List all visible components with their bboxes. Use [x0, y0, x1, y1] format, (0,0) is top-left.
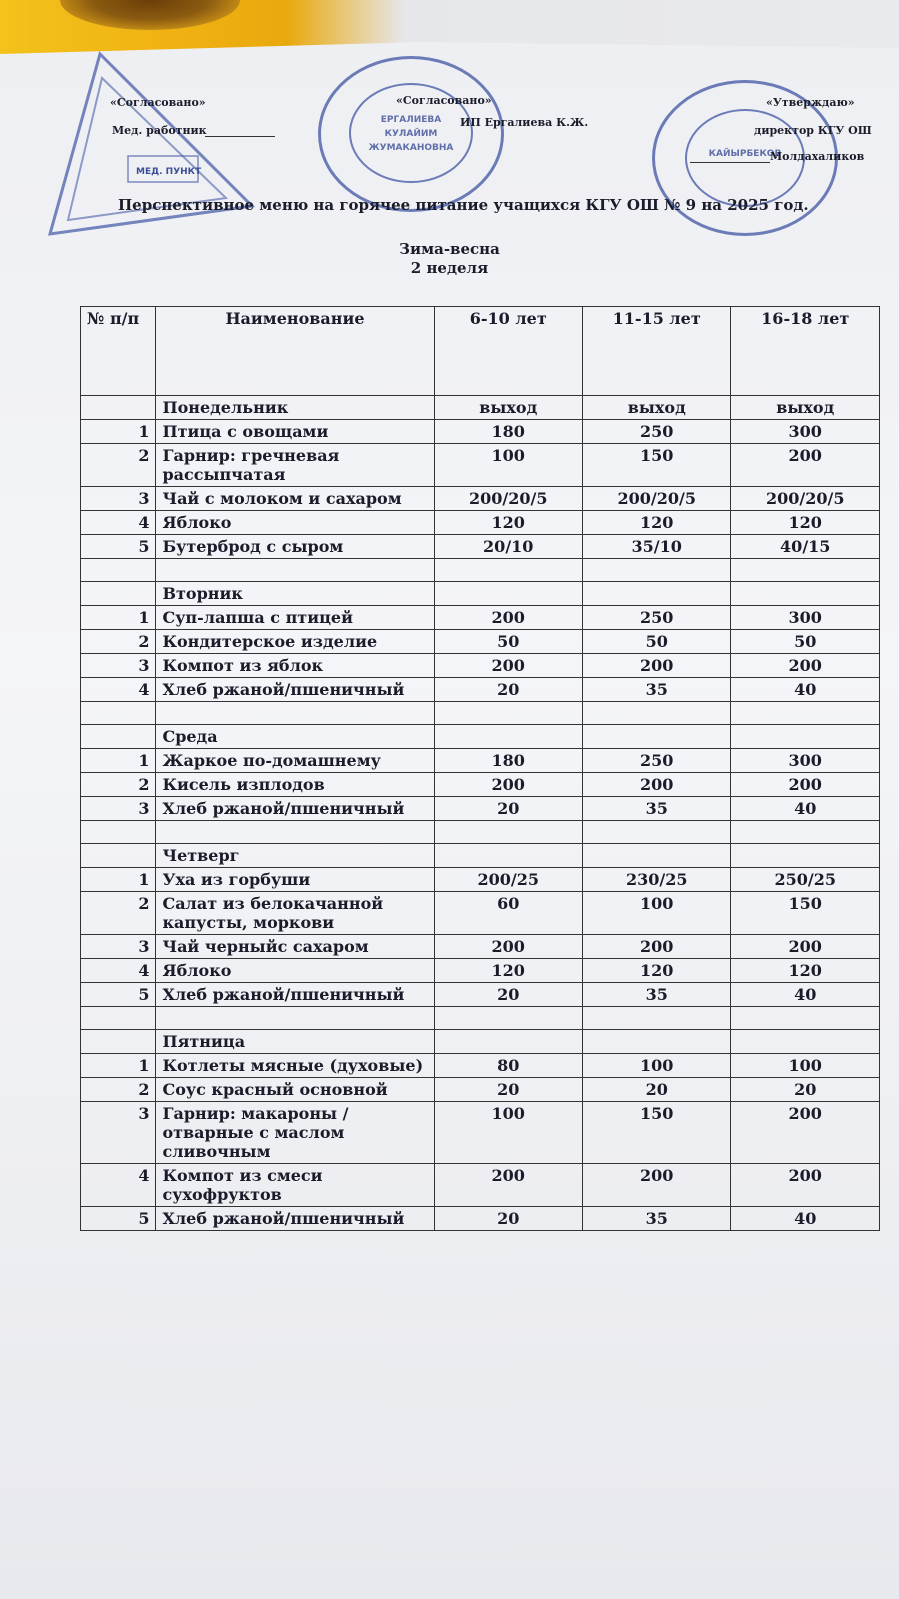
portion-value: 60	[434, 892, 582, 935]
blank-row	[81, 821, 880, 844]
table-row	[81, 487, 880, 511]
table-row	[81, 1054, 880, 1078]
dish-name: Чай черныйс сахаром	[156, 935, 434, 959]
row-number: 3	[81, 487, 156, 511]
portion-value: 120	[582, 959, 730, 983]
portion-value: 40	[731, 678, 880, 702]
row-number: 1	[81, 868, 156, 892]
dish-name: Соус красный основной	[156, 1078, 434, 1102]
portion-value: 200	[731, 935, 880, 959]
approval-right-label: «Утверждаю»	[766, 96, 855, 109]
header-age-16-18: 16-18 лет	[731, 307, 880, 396]
menu-table	[80, 306, 880, 1231]
table-row	[81, 749, 880, 773]
portion-value: 200	[731, 1102, 880, 1164]
portion-value: 40	[731, 983, 880, 1007]
dish-name: Чай с молоком и сахаром	[156, 487, 434, 511]
table-row	[81, 678, 880, 702]
day-name: Пятница	[156, 1030, 434, 1054]
row-number: 1	[81, 749, 156, 773]
portion-value: 230/25	[582, 868, 730, 892]
dish-name: Гарнир: гречневая рассыпчатая	[156, 444, 434, 487]
table-row	[81, 892, 880, 935]
table-row	[81, 1164, 880, 1207]
portion-value: 20	[731, 1078, 880, 1102]
header-age-11-15: 11-15 лет	[582, 307, 730, 396]
portion-value: 20	[434, 983, 582, 1007]
portion-value: 200/20/5	[582, 487, 730, 511]
approval-left-role: Мед. работник	[112, 124, 207, 137]
row-number: 1	[81, 606, 156, 630]
dish-name: Гарнир: макароны /отварные с маслом сливочным	[156, 1102, 434, 1164]
day-row	[81, 396, 880, 420]
stamp-center-line1: ЕРГАЛИЕВА	[380, 115, 442, 125]
portion-value: 200	[582, 1164, 730, 1207]
portion-value: 200	[434, 606, 582, 630]
portion-value: 100	[582, 1054, 730, 1078]
portion-value: 35	[582, 983, 730, 1007]
table-row	[81, 1207, 880, 1231]
dish-name: Птица с овощами	[156, 420, 434, 444]
header-num: № п/п	[81, 307, 156, 396]
portion-value: 300	[731, 420, 880, 444]
table-row	[81, 511, 880, 535]
row-number: 4	[81, 959, 156, 983]
day-name: Среда	[156, 725, 434, 749]
table-row	[81, 797, 880, 821]
portion-value: 80	[434, 1054, 582, 1078]
triangle-stamp-text: МЕД. ПУНКТ	[136, 167, 202, 177]
table-row	[81, 983, 880, 1007]
portion-value: 180	[434, 749, 582, 773]
dish-name: Котлеты мясные (духовые)	[156, 1054, 434, 1078]
out-label: выход	[434, 396, 582, 420]
dish-name: Жаркое по-домашнему	[156, 749, 434, 773]
table-row	[81, 1078, 880, 1102]
row-number: 3	[81, 1102, 156, 1164]
portion-value: 50	[731, 630, 880, 654]
row-number: 4	[81, 511, 156, 535]
document-title: Перспективное меню на горячее питание учащихся КГУ ОШ № 9 на 2025 год.	[118, 196, 809, 214]
row-number: 3	[81, 935, 156, 959]
portion-value: 35	[582, 1207, 730, 1231]
portion-value: 20/10	[434, 535, 582, 559]
portion-value: 200/20/5	[434, 487, 582, 511]
portion-value: 20	[582, 1078, 730, 1102]
dish-name: Салат из белокачанной капусты, моркови	[156, 892, 434, 935]
table-row	[81, 1102, 880, 1164]
portion-value: 150	[582, 444, 730, 487]
portion-value: 200	[731, 1164, 880, 1207]
row-number: 2	[81, 1078, 156, 1102]
portion-value: 250/25	[731, 868, 880, 892]
header-age-6-10: 6-10 лет	[434, 307, 582, 396]
day-row	[81, 844, 880, 868]
table-row	[81, 535, 880, 559]
portion-value: 250	[582, 420, 730, 444]
stamp-right-text: КАЙЫРБЕКОВ	[708, 149, 782, 159]
table-header-row	[81, 307, 880, 396]
dish-name: Хлеб ржаной/пшеничный	[156, 678, 434, 702]
row-number: 2	[81, 630, 156, 654]
dish-name: Суп-лапша с птицей	[156, 606, 434, 630]
dish-name: Кондитерское изделие	[156, 630, 434, 654]
dish-name: Хлеб ржаной/пшеничный	[156, 1207, 434, 1231]
portion-value: 100	[434, 444, 582, 487]
approval-center-label: «Согласовано»	[396, 94, 492, 107]
portion-value: 20	[434, 678, 582, 702]
out-label: выход	[582, 396, 730, 420]
approval-left-label: «Согласовано»	[110, 96, 206, 109]
table-row	[81, 630, 880, 654]
portion-value: 300	[731, 606, 880, 630]
blank-row	[81, 1007, 880, 1030]
dish-name: Компот из яблок	[156, 654, 434, 678]
header-name: Наименование	[156, 307, 434, 396]
row-number: 3	[81, 797, 156, 821]
portion-value: 100	[731, 1054, 880, 1078]
day-name: Понедельник	[156, 396, 434, 420]
row-number: 2	[81, 444, 156, 487]
dish-name: Хлеб ржаной/пшеничный	[156, 797, 434, 821]
day-name: Четверг	[156, 844, 434, 868]
stamp-center-line2: КУЛАЙИМ	[384, 129, 438, 139]
approval-right-role: директор КГУ ОШ	[754, 124, 872, 137]
season-label: Зима-весна	[399, 240, 500, 258]
row-number: 4	[81, 678, 156, 702]
portion-value: 150	[582, 1102, 730, 1164]
table-row	[81, 444, 880, 487]
table-row	[81, 420, 880, 444]
portion-value: 20	[434, 797, 582, 821]
row-number: 5	[81, 983, 156, 1007]
portion-value: 100	[434, 1102, 582, 1164]
dish-name: Яблоко	[156, 511, 434, 535]
portion-value: 50	[434, 630, 582, 654]
portion-value: 35	[582, 678, 730, 702]
flower-center	[60, 0, 240, 30]
center-round-stamp	[318, 56, 504, 212]
approval-center-person: ИП Ергалиева К.Ж.	[460, 116, 589, 129]
table-row	[81, 606, 880, 630]
signature-line-right	[690, 162, 770, 163]
day-row	[81, 725, 880, 749]
row-number: 5	[81, 1207, 156, 1231]
blank-row	[81, 702, 880, 725]
approval-right-person: Молдахаликов	[770, 150, 865, 163]
portion-value: 250	[582, 749, 730, 773]
portion-value: 20	[434, 1207, 582, 1231]
row-number: 1	[81, 420, 156, 444]
row-number: 1	[81, 1054, 156, 1078]
portion-value: 40	[731, 1207, 880, 1231]
table-row	[81, 935, 880, 959]
portion-value: 40	[731, 797, 880, 821]
portion-value: 120	[731, 959, 880, 983]
portion-value: 120	[582, 511, 730, 535]
portion-value: 200	[434, 935, 582, 959]
row-number: 5	[81, 535, 156, 559]
stamp-center-line3: ЖУМАКАНОВНА	[368, 143, 454, 153]
table-row	[81, 959, 880, 983]
table-row	[81, 773, 880, 797]
portion-value: 120	[434, 959, 582, 983]
portion-value: 200	[434, 1164, 582, 1207]
portion-value: 300	[731, 749, 880, 773]
dish-name: Хлеб ржаной/пшеничный	[156, 983, 434, 1007]
portion-value: 120	[434, 511, 582, 535]
day-row	[81, 1030, 880, 1054]
portion-value: 180	[434, 420, 582, 444]
dish-name: Бутерброд с сыром	[156, 535, 434, 559]
portion-value: 35	[582, 797, 730, 821]
portion-value: 200	[434, 773, 582, 797]
row-number: 4	[81, 1164, 156, 1207]
portion-value: 200	[582, 773, 730, 797]
portion-value: 200/25	[434, 868, 582, 892]
row-number: 2	[81, 892, 156, 935]
dish-name: Яблоко	[156, 959, 434, 983]
out-label: выход	[731, 396, 880, 420]
portion-value: 120	[731, 511, 880, 535]
row-number: 2	[81, 773, 156, 797]
portion-value: 200	[582, 654, 730, 678]
portion-value: 250	[582, 606, 730, 630]
day-name: Вторник	[156, 582, 434, 606]
portion-value: 150	[731, 892, 880, 935]
blank-row	[81, 559, 880, 582]
dish-name: Кисель изплодов	[156, 773, 434, 797]
portion-value: 35/10	[582, 535, 730, 559]
table-row	[81, 654, 880, 678]
dish-name: Компот из смеси сухофруктов	[156, 1164, 434, 1207]
row-number: 3	[81, 654, 156, 678]
portion-value: 100	[582, 892, 730, 935]
portion-value: 200	[731, 444, 880, 487]
portion-value: 200	[731, 654, 880, 678]
portion-value: 50	[582, 630, 730, 654]
portion-value: 200	[434, 654, 582, 678]
signature-line-left	[205, 136, 275, 137]
portion-value: 200	[731, 773, 880, 797]
dish-name: Уха из горбуши	[156, 868, 434, 892]
portion-value: 20	[434, 1078, 582, 1102]
portion-value: 200	[582, 935, 730, 959]
portion-value: 40/15	[731, 535, 880, 559]
table-row	[81, 868, 880, 892]
portion-value: 200/20/5	[731, 487, 880, 511]
day-row	[81, 582, 880, 606]
week-label: 2 неделя	[410, 259, 489, 277]
